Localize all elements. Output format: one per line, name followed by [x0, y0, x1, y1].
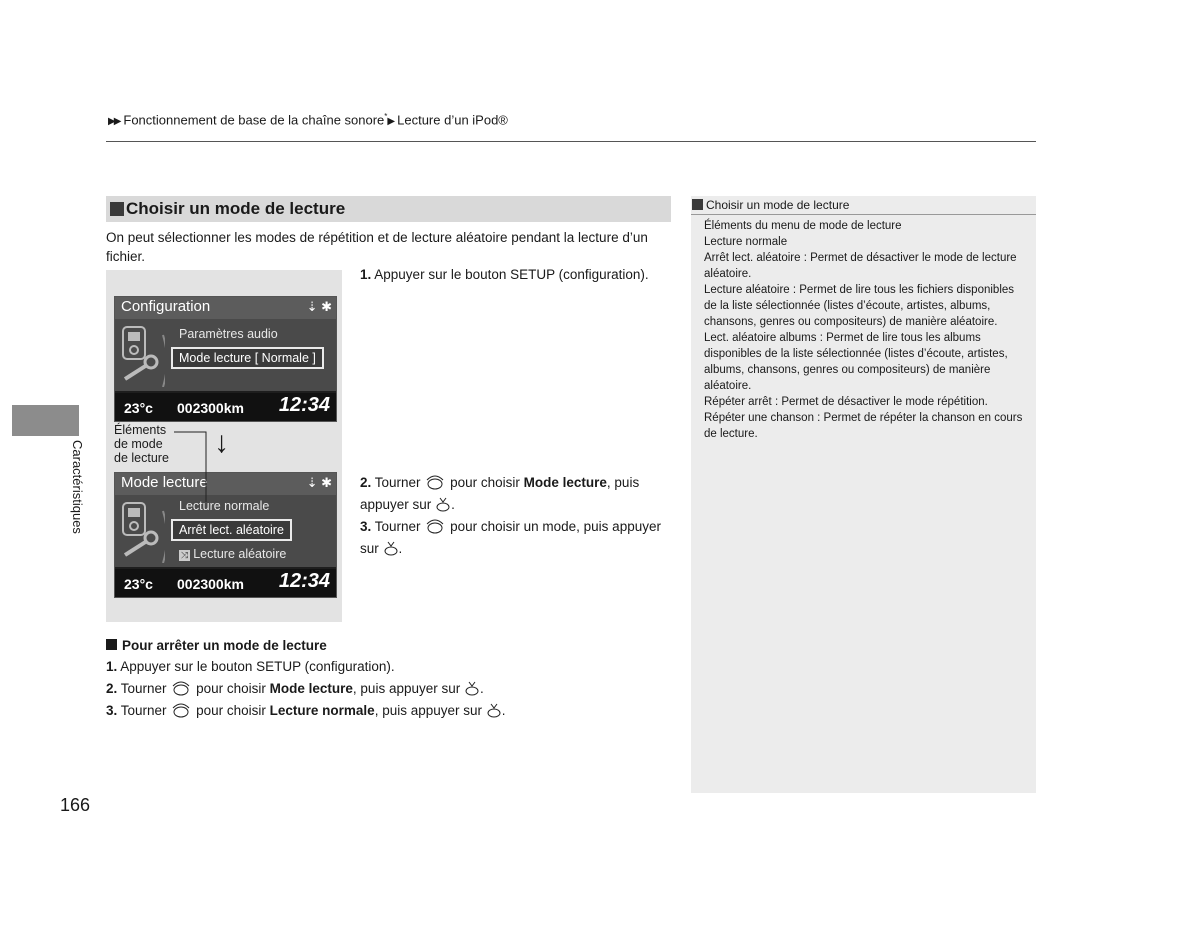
press-knob-icon: [464, 680, 480, 696]
usb-bluetooth-icon: ⇣ ✱: [306, 475, 332, 490]
sidebar-line: Lecture normale: [704, 236, 788, 248]
step-text: pour choisir un mode, puis appuyer sur: [360, 519, 661, 556]
subsection-header: [106, 638, 327, 653]
press-knob-icon: [486, 702, 502, 718]
step-text: , puis appuyer sur: [374, 703, 482, 718]
temperature: 23°c: [124, 400, 153, 416]
step-text: Tourner: [374, 475, 421, 490]
screen-item-label: Lecture aléatoire: [193, 547, 287, 561]
callout-label: [114, 423, 169, 465]
clock: 12:34: [278, 394, 330, 416]
sidebar-line: Répéter une chanson : Permet de répéter la chanson en cours de lecture.: [704, 412, 1023, 440]
shuffle-icon: ⤨: [181, 550, 189, 560]
breadcrumb-part2: Lecture d’un iPod®: [397, 112, 508, 128]
sidebar-title: Choisir un mode de lecture: [706, 198, 850, 212]
step-text: pour choisir: [196, 703, 266, 718]
sidebar-line: Lect. aléatoire albums : Permet de lire tous les albums disponibles de la liste sélectionnée (listes d’écoute, artistes, albums, chansons, genres ou compositeurs) de manière aléatoire.: [704, 332, 1008, 392]
selector-knob-icon: [170, 680, 192, 696]
step-text: , puis appuyer sur: [360, 475, 640, 512]
step-bold: Lecture normale: [269, 703, 375, 718]
stop-steps: [106, 656, 506, 722]
section-square-icon: [110, 202, 124, 216]
step-text: pour choisir: [196, 681, 266, 696]
step-number: 3.: [360, 519, 372, 534]
callout-line: Éléments: [114, 423, 167, 437]
odometer: 002300km: [177, 400, 244, 416]
stop-step-1: [106, 656, 506, 678]
arrow-down-icon: ↓: [214, 426, 229, 459]
clock: 12:34: [278, 570, 330, 592]
step-number: 1.: [106, 659, 118, 674]
section-header: [106, 196, 671, 222]
chapter-label: Caractéristiques: [70, 440, 85, 534]
reference-icon: [692, 199, 703, 210]
screen-item-selected: Mode lecture [ Normale ]: [171, 347, 324, 369]
screen-title: Configuration: [121, 298, 211, 315]
screen-item-selected: Arrêt lect. aléatoire: [171, 519, 292, 541]
step-number: 2.: [360, 475, 372, 490]
chapter-tab: [12, 405, 79, 436]
step-text: .: [398, 541, 403, 556]
breadcrumb-arrow-icon: ▶▶: [108, 116, 120, 128]
step-number: 1.: [360, 267, 372, 282]
subsection-square-icon: [106, 639, 117, 650]
sidebar-line: Lecture aléatoire : Permet de lire tous les fichiers disponibles de la liste sélectionnée (listes d’écoute, artistes, albums, chansons, genres ou compositeurs) de manière aléatoire.: [704, 284, 1015, 328]
step-bold: Mode lecture: [269, 681, 353, 696]
step-text: Tourner: [120, 681, 167, 696]
step-text: .: [480, 681, 484, 696]
breadcrumb-arrow-icon: ▶: [387, 116, 394, 128]
section-intro: On peut sélectionner les modes de répétition et de lecture aléatoire pendant la lecture d’un fichier.: [106, 230, 648, 264]
step-2: [360, 472, 670, 516]
step-text: Appuyer sur le bouton SETUP (configuration).: [374, 267, 649, 282]
callout-line: de lecture: [114, 451, 169, 465]
breadcrumb-part1: Fonctionnement de base de la chaîne sonore: [123, 112, 385, 128]
sidebar-notes: [691, 196, 1036, 793]
step-1: [360, 264, 649, 286]
temperature: 23°c: [124, 576, 153, 592]
breadcrumb: [108, 112, 508, 127]
step-text: .: [501, 703, 506, 718]
step-text: Tourner: [374, 519, 421, 534]
callout-line: de mode: [114, 437, 163, 451]
odometer: 002300km: [177, 576, 244, 592]
selector-knob-icon: [424, 518, 446, 534]
step-text: Appuyer sur le bouton SETUP (configuration).: [120, 659, 395, 674]
subsection-title: Pour arrêter un mode de lecture: [122, 638, 327, 653]
step-3: [360, 516, 675, 560]
press-knob-icon: [383, 540, 399, 556]
stop-step-2: [106, 678, 506, 700]
screen-title: Mode lecture: [121, 474, 208, 491]
header-rule: [106, 141, 1036, 142]
step-bold: Mode lecture: [523, 475, 607, 490]
screen-item: Lecture normale: [179, 499, 270, 513]
screen-item: Paramètres audio: [179, 327, 278, 341]
sidebar-body: [704, 218, 1029, 442]
press-knob-icon: [435, 496, 451, 512]
stop-step-3: [106, 700, 506, 722]
step-text: pour choisir: [450, 475, 520, 490]
sidebar-header: [691, 196, 1036, 215]
sidebar-line: Répéter arrêt : Permet de désactiver le mode répétition.: [704, 396, 988, 408]
page-number: 166: [60, 795, 91, 815]
breadcrumb-star: *: [384, 112, 388, 121]
sidebar-line: Éléments du menu de mode de lecture: [704, 220, 902, 232]
usb-bluetooth-icon: ⇣ ✱: [306, 299, 332, 314]
step-text: , puis appuyer sur: [352, 681, 461, 696]
step-text: Tourner: [120, 703, 167, 718]
selector-knob-icon: [170, 702, 192, 718]
sidebar-line: Arrêt lect. aléatoire : Permet de désactiver le mode de lecture aléatoire.: [704, 252, 1017, 280]
section-title: Choisir un mode de lecture: [126, 199, 346, 218]
step-text: .: [451, 497, 455, 512]
selector-knob-icon: [424, 474, 446, 490]
step-number: 2.: [106, 681, 118, 696]
step-number: 3.: [106, 703, 118, 718]
